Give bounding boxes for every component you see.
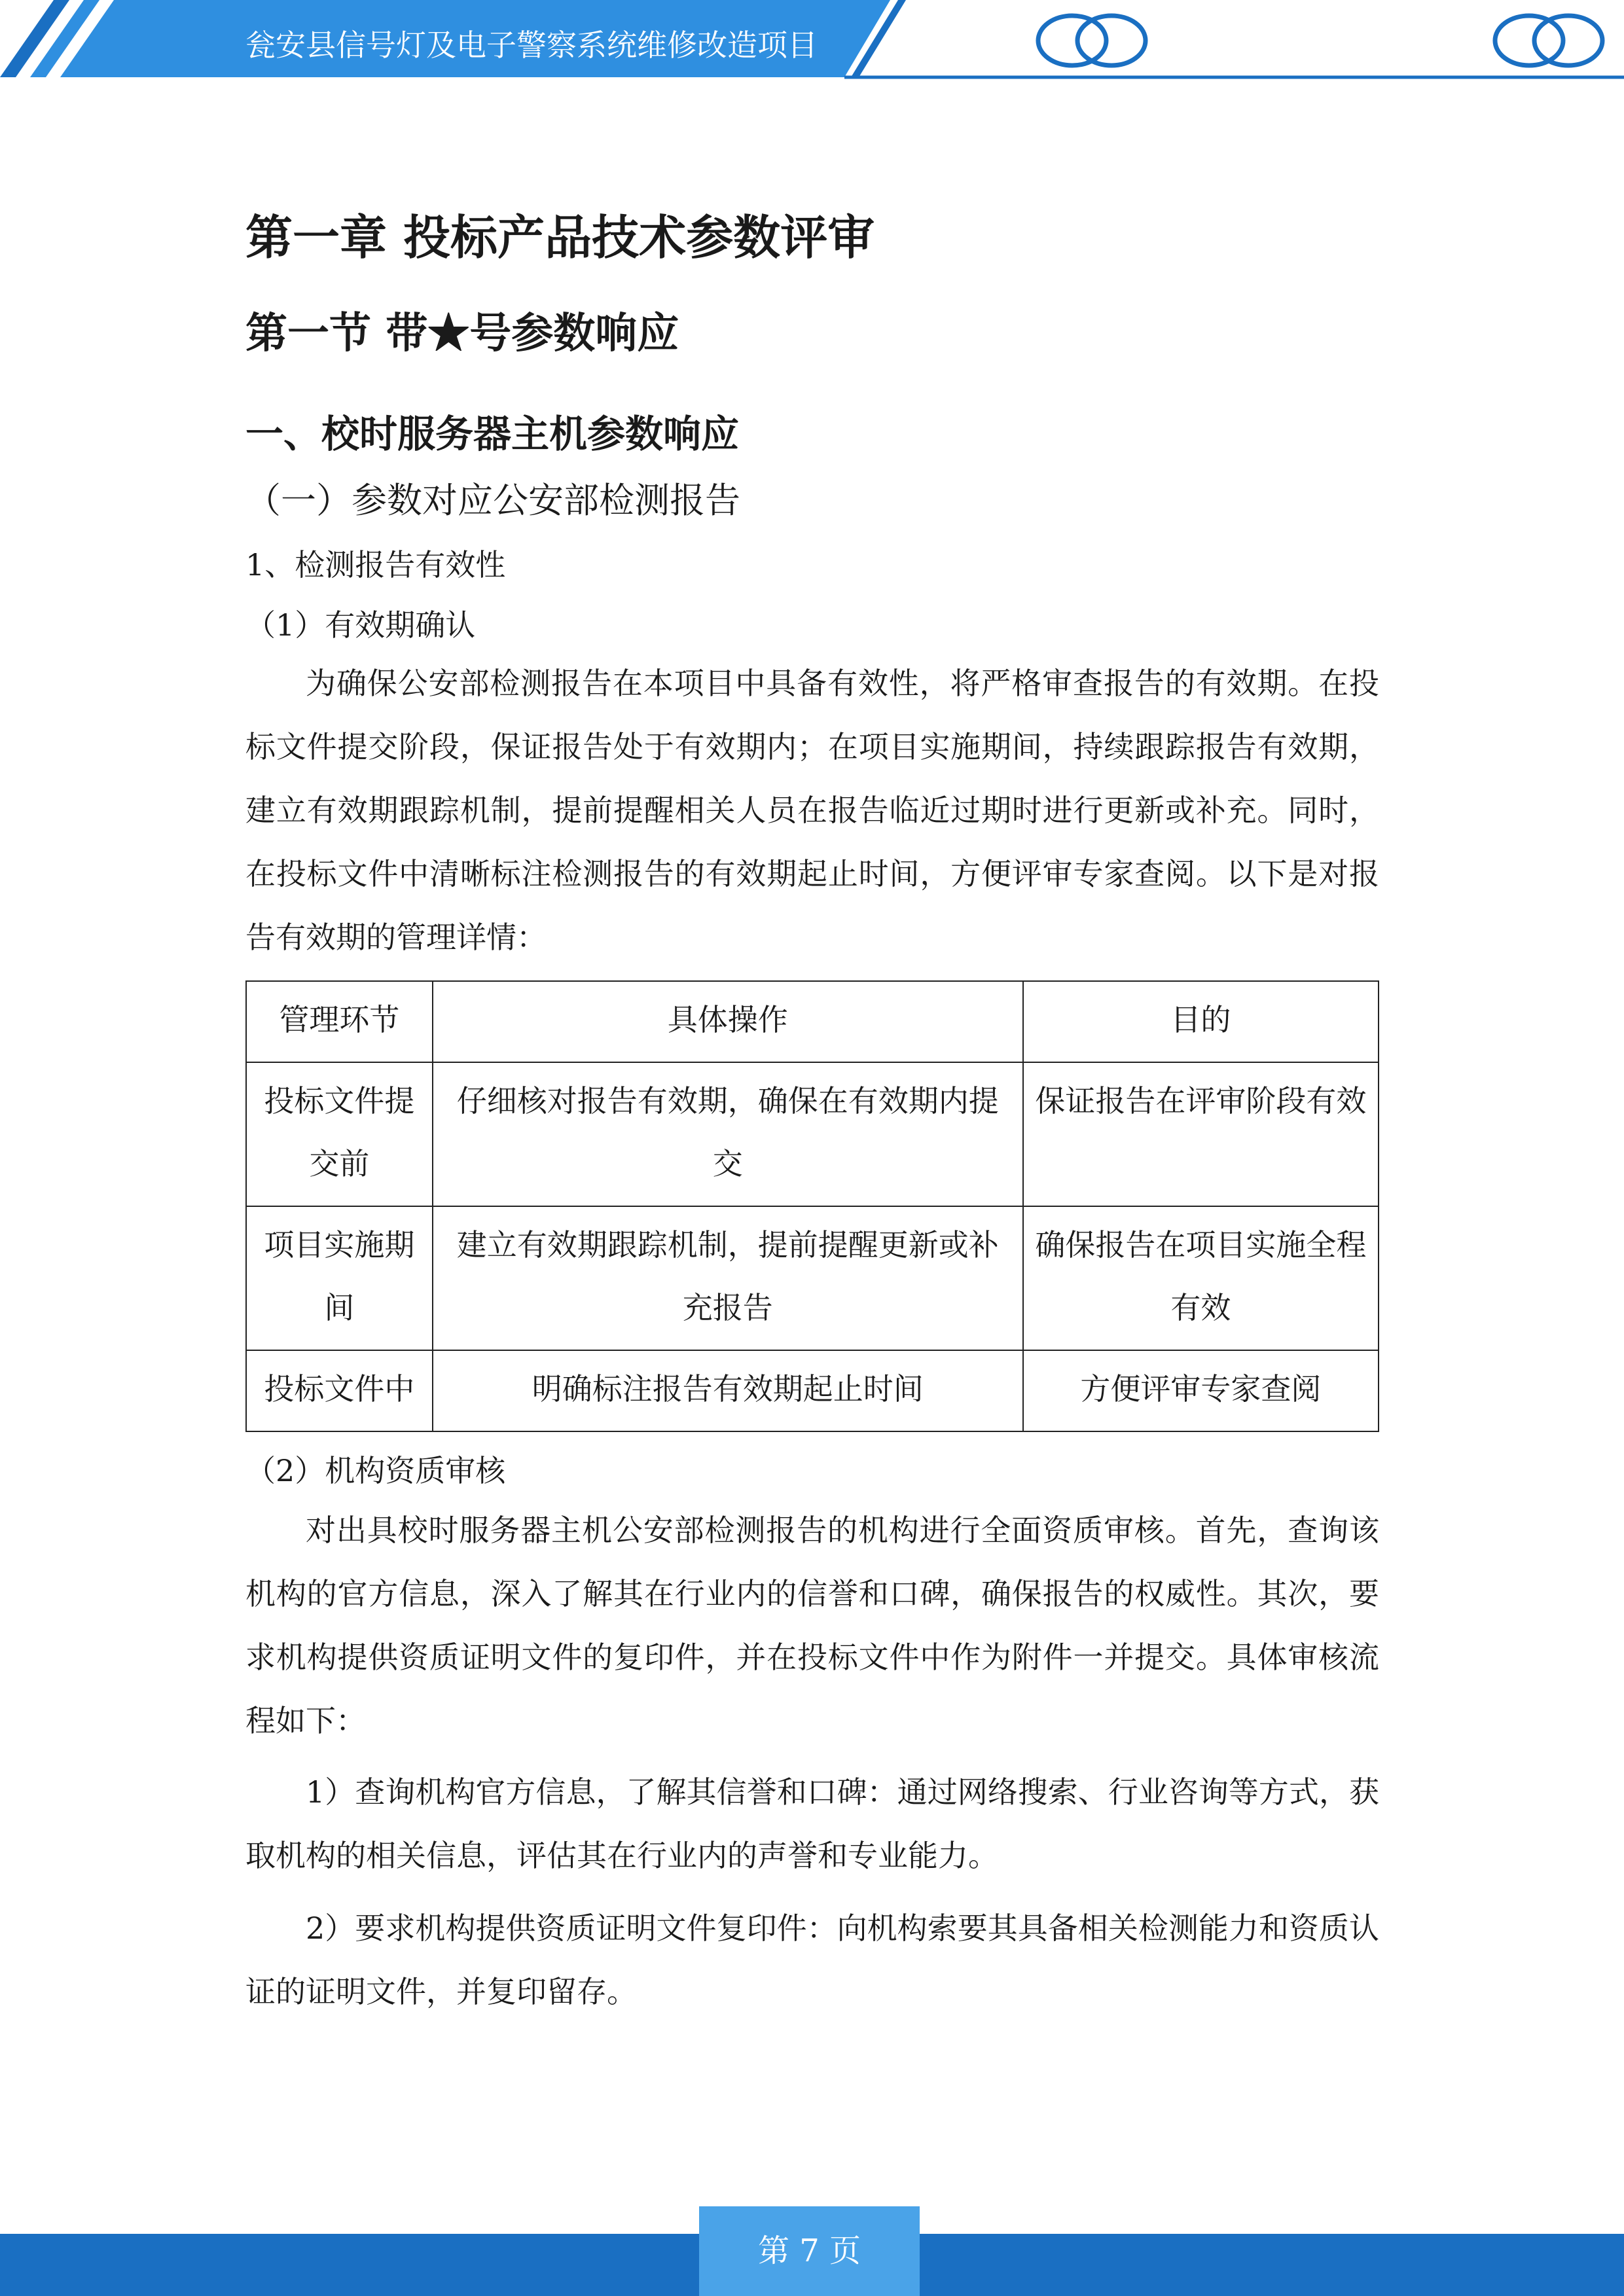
table-cell: 建立有效期跟踪机制，提前提醒更新或补充报告 bbox=[433, 1206, 1023, 1350]
table-header-cell: 具体操作 bbox=[433, 981, 1023, 1062]
table-row bbox=[246, 1350, 1379, 1431]
table-row bbox=[246, 1062, 1379, 1206]
expiry-management-table bbox=[245, 980, 1379, 1432]
table-header-cell: 管理环节 bbox=[246, 981, 433, 1062]
table-cell: 仔细核对报告有效期，确保在有效期内提交 bbox=[433, 1062, 1023, 1206]
sub-heading: （一）参数对应公安部检测报告 bbox=[245, 480, 740, 521]
table-header-cell: 目的 bbox=[1023, 981, 1379, 1062]
section-title: 第一节 带★号参数响应 bbox=[245, 309, 679, 358]
table-cell: 方便评审专家查阅 bbox=[1023, 1350, 1379, 1431]
table-cell: 投标文件中 bbox=[246, 1350, 433, 1431]
table-header-row bbox=[246, 981, 1379, 1062]
interlocking-rings-icon bbox=[1038, 16, 1146, 65]
table-cell: 投标文件提交前 bbox=[246, 1062, 433, 1206]
item-heading-qualification: （2）机构资质审核 bbox=[245, 1453, 506, 1488]
table-cell: 项目实施期间 bbox=[246, 1206, 433, 1350]
table-cell: 明确标注报告有效期起止时间 bbox=[433, 1350, 1023, 1431]
item-heading-validity: 1、检测报告有效性 bbox=[245, 547, 506, 583]
page-number: 第 7 页 bbox=[757, 2233, 861, 2269]
paragraph-expiry: 为确保公安部检测报告在本项目中具备有效性，将严格审查报告的有效期。在投标文件提交阶段，保证报告处于有效期内；在项目实施期间，持续跟踪报告有效期，建立有效期跟踪机制，提前提醒相关人员在报告临近过期时进行更新或补充。同时，在投标文件中清晰标注检测报告的有效期起止时间，方便评审专家查阅。以下是对报告有效期的管理详情： bbox=[245, 666, 1379, 955]
subsection-title: 一、校时服务器主机参数响应 bbox=[245, 412, 740, 456]
chapter-title: 第一章 投标产品技术参数评审 bbox=[245, 209, 875, 265]
item-heading-expiry: （1）有效期确认 bbox=[245, 607, 476, 643]
table-cell: 保证报告在评审阶段有效 bbox=[1023, 1062, 1379, 1206]
paragraph-qualification: 对出具校时服务器主机公安部检测报告的机构进行全面资质审核。首先，查询该机构的官方信息，深入了解其在行业内的信誉和口碑，确保报告的权威性。其次，要求机构提供资质证明文件的复印件，并在投标文件中作为附件一并提交。具体审核流程如下： bbox=[245, 1513, 1379, 1738]
paragraph-step-2: 2）要求机构提供资质证明文件复印件：向机构索要其具备相关检测能力和资质认证的证明文件，并复印留存。 bbox=[245, 1910, 1379, 2009]
paragraph-step-1: 1）查询机构官方信息，了解其信誉和口碑：通过网络搜索、行业咨询等方式，获取机构的相关信息，评估其在行业内的声誉和专业能力。 bbox=[245, 1774, 1379, 1873]
interlocking-rings-icon bbox=[1495, 16, 1602, 65]
header-title: 瓮安县信号灯及电子警察系统维修改造项目 bbox=[245, 27, 818, 63]
table-cell: 确保报告在项目实施全程有效 bbox=[1023, 1206, 1379, 1350]
table-row bbox=[246, 1206, 1379, 1350]
